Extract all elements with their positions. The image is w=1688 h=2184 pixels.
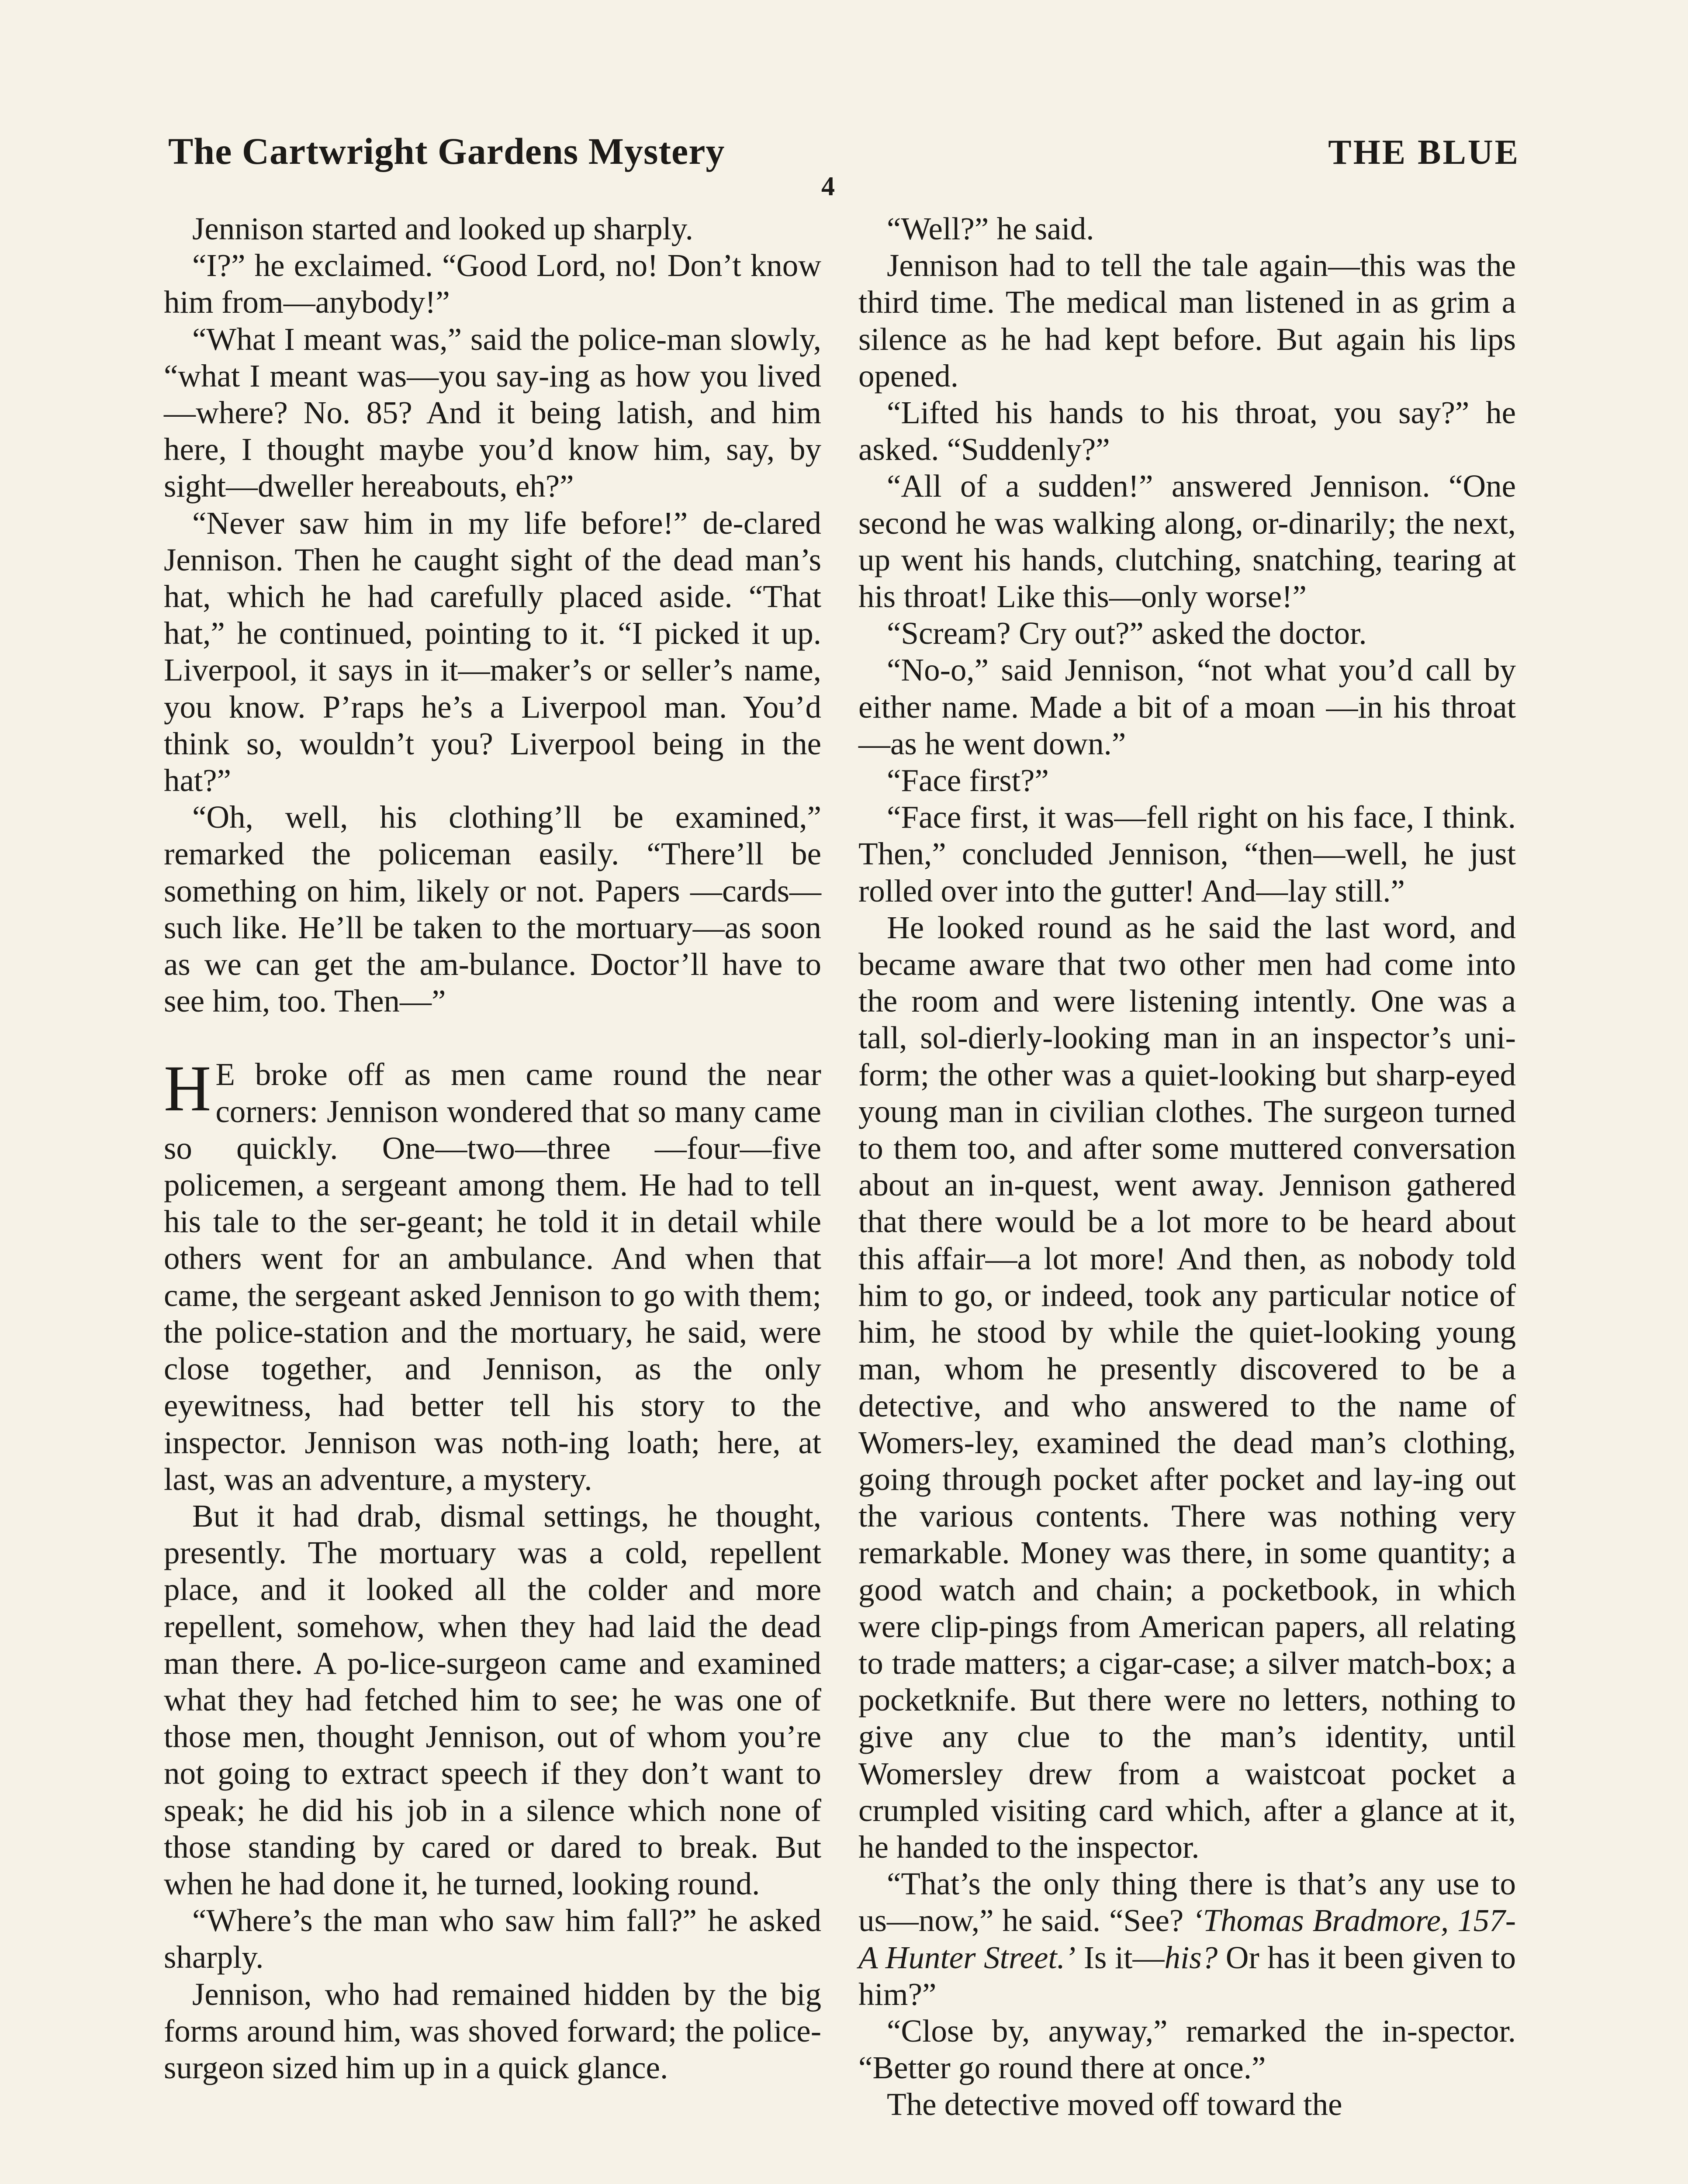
right-column <box>858 211 1516 2123</box>
paragraph: “Well?” he said. <box>887 211 1094 246</box>
magazine-name: THE BLUE <box>1328 133 1520 172</box>
paragraph: Jennison started and looked up sharply. <box>192 211 693 246</box>
paragraph: “Face first, it was—fell right on his face, I think. Then,” concluded Jennison, “then—well, he just rolled over into the gutter! And—lay still.” <box>858 799 1516 909</box>
card-paragraph-middle: Is it— <box>1076 1939 1165 1975</box>
visiting-card-text: ‘Thomas Bradmore, 157-A Hunter Street.’ <box>858 1903 1516 1975</box>
paragraph: “All of a sudden!” answered Jennison. “One second he was walking along, or-dinarily; the next, up went his hands, clutching, snatching, tearing at his throat! Like this—only worse!” <box>858 468 1516 615</box>
story-title: The Cartwright Gardens Mystery <box>168 130 725 172</box>
paragraph: “Scream? Cry out?” asked the doctor. <box>887 615 1367 651</box>
card-paragraph-after: Or has it been given to him?” <box>858 1939 1516 2012</box>
paragraph: “Where’s the man who saw him fall?” he asked sharply. <box>164 1903 821 1975</box>
paragraph: But it had drab, dismal settings, he thought, presently. The mortuary was a cold, repellent place, and it looked all the colder and more repellent, somehow, when they had laid the dead man there. A po-lice-surgeon came and examined what they had fetched him to see; he was one of those men, thought Jennison, out of whom you’re not going to extract speech if they don’t want to speak; he did his job in a silence which none of those standing by cared or dared to break. But when he had done it, he turned, looking round. <box>164 1498 821 1901</box>
paragraph: The detective moved off toward the <box>887 2087 1342 2122</box>
page-number: 4 <box>821 172 835 201</box>
card-paragraph-before: “That’s the only thing there is that’s any use to us—now,” he said. “See? <box>858 1866 1516 1939</box>
paragraph: “Oh, well, his clothing’ll be examined,” remarked the policeman easily. “There’ll be something on him, likely or not. Papers —cards—such like. He’ll be taken to the mortuary—as soon as we can get the am-bulance. Doctor’ll have to see him, too. Then—” <box>164 799 821 1019</box>
paragraph: “Never saw him in my life before!” de-clared Jennison. Then he caught sight of the dead man’s hat, which he had carefully placed aside. “That hat,” he continued, pointing to it. “I picked it up. Liverpool, it says in it—maker’s or seller’s name, you know. P’raps he’s a Liverpool man. You’d think so, wouldn’t you? Liverpool being in the hat?” <box>164 505 821 798</box>
paragraph: Jennison had to tell the tale again—this was the third time. The medical man listened in as grim a silence as he had kept before. But again his lips opened. <box>858 248 1516 394</box>
section-opening-text: E broke off as men came round the near corners: Jennison wondered that so many came so quickly. One—two—three —four—five policemen, a sergeant among them. He had to tell his tale to the ser-geant; he told it in detail while others went for an ambulance. And when that came, the sergeant asked Jennison to go with them; the police-station and the mortuary, he said, were close together, and Jennison, as the only eyewitness, had better tell his story to the inspector. Jennison was noth-ing loath; here, at last, was an adventure, a mystery. <box>164 1057 821 1497</box>
paragraph: “What I meant was,” said the police-man slowly, “what I meant was—you say-ing as how you lived—where? No. 85? And it being latish, and him here, I thought maybe you’d know him, say, by sight—dweller hereabouts, eh?” <box>164 321 821 504</box>
paragraph: “No-o,” said Jennison, “not what you’d call by either name. Made a bit of a moan —in his throat—as he went down.” <box>858 652 1516 761</box>
left-column <box>164 211 821 2086</box>
paragraph: “Close by, anyway,” remarked the in-spector. “Better go round there at once.” <box>858 2013 1516 2086</box>
section-opening-paragraph <box>164 1052 821 1497</box>
section-break <box>164 1019 821 1056</box>
paragraph: “Lifted his hands to his throat, you say?” he asked. “Suddenly?” <box>858 395 1516 467</box>
paragraph: “Face first?” <box>887 763 1049 798</box>
paragraph: He looked round as he said the last word, and became aware that two other men had come into the room and were listening intently. One was a tall, sol-dierly-looking man in an inspector’s uni-form; the other was a quiet-looking but sharp-eyed young man in civilian clothes. The surgeon turned to them too, and after some muttered conversation about an in-quest, went away. Jennison gathered that there would be a lot more to be heard about this affair—a lot more! And then, as nobody told him to go, or indeed, took any particular notice of him, he stood by while the quiet-looking young man, whom he presently discovered to be a detective, and who answered to the name of Womers-ley, examined the dead man’s clothing, going through pocket after pocket and lay-ing out the various contents. There was nothing very remarkable. Money was there, in some quantity; a good watch and chain; a pocketbook, in which were clip-pings from American papers, all relating to trade matters; a cigar-case; a silver match-box; a pocketknife. But there were no letters, nothing to give any clue to the man’s identity, until Womersley drew from a waistcoat pocket a crumpled visiting card which, after a glance at it, he handed to the inspector. <box>858 909 1516 1865</box>
paragraph: Jennison, who had remained hidden by the big forms around him, was shoved forward; the police-surgeon sized him up in a quick glance. <box>164 1976 821 2085</box>
drop-cap: H <box>164 1052 211 1125</box>
paragraph: “I?” he exclaimed. “Good Lord, no! Don’t know him from—anybody!” <box>164 248 821 320</box>
page-header <box>168 117 1520 178</box>
emphasis-his: his? <box>1164 1939 1218 1975</box>
card-paragraph <box>858 1866 1516 2013</box>
